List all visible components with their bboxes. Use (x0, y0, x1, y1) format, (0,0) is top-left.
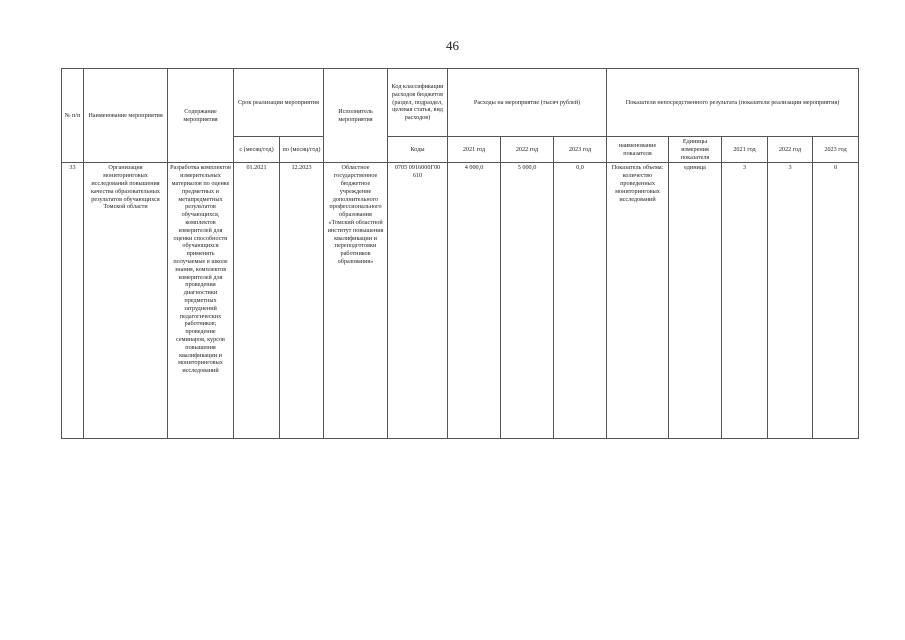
header-budget-code: Код классификации расходов бюджетов (раздел, подраздел, целевая статья, вид расходов) (388, 69, 448, 137)
cell-executor: Областное государственное бюджетное учреждение дополнительного профессионального образования «Томский областной институт повышения квалификации и переподготовки работников образования» (324, 163, 388, 439)
header-executor: Исполнитель мероприятия (324, 69, 388, 163)
cell-ind-2021: 3 (722, 163, 768, 439)
header-row-1 (62, 69, 859, 137)
header-indicators: Показатели непосредственного результата (показатели реализации мероприятия) (607, 69, 859, 137)
header-name: Наименование мероприятия (84, 69, 168, 163)
header-year-2022: 2022 год (501, 137, 554, 163)
header-period: Срок реализации мероприятия (234, 69, 324, 137)
cell-num: 33 (62, 163, 84, 439)
cell-from: 01.2021 (234, 163, 280, 439)
header-period-to: по (месяц/год) (280, 137, 324, 163)
header-content: Содержание мероприятия (168, 69, 234, 163)
cell-ind-2022: 3 (768, 163, 813, 439)
header-period-from: с (месяц/год) (234, 137, 280, 163)
cell-unit: единица (669, 163, 722, 439)
header-ind-2021: 2021 год (722, 137, 768, 163)
header-year-2023: 2023 год (554, 137, 607, 163)
header-codes: Коды (388, 137, 448, 163)
activities-table (61, 68, 859, 439)
page-number: 46 (446, 38, 459, 53)
header-expenses: Расходы на мероприятие (тысяч рублей) (448, 69, 607, 137)
table-row (62, 163, 859, 439)
header-year-2021: 2021 год (448, 137, 501, 163)
cell-exp-2022: 5 000,0 (501, 163, 554, 439)
header-unit: Единицы измерения показателя (669, 137, 722, 163)
cell-to: 12.2023 (280, 163, 324, 439)
header-num: № п/п (62, 69, 84, 163)
cell-name: Организация мониторинговых исследований повышения качества образовательных результатов обучающихся Томской области (84, 163, 168, 439)
cell-content: Разработка комплектов измерительных материалов по оценке предметных и метапредметных результатов обучающихся, комплектов измерителей для оценки способности обучающихся применять получаемые в школе знания, комплектов измерителей для проведения диагностики предметных затруднений педагогических работников; проведение семинаров, курсов повышения квалификации и мониторинговых исследований (168, 163, 234, 439)
cell-ind-2023: 0 (813, 163, 859, 439)
header-ind-2023: 2023 год (813, 137, 859, 163)
cell-exp-2021: 4 000,0 (448, 163, 501, 439)
cell-indicator-name: Показатель объема: количество проведенных мониторинговых исследований (607, 163, 669, 439)
cell-exp-2023: 0,0 (554, 163, 607, 439)
header-indicator-name: наименование показателя (607, 137, 669, 163)
header-ind-2022: 2022 год (768, 137, 813, 163)
cell-codes: 0705 0916000Г00 610 (388, 163, 448, 439)
